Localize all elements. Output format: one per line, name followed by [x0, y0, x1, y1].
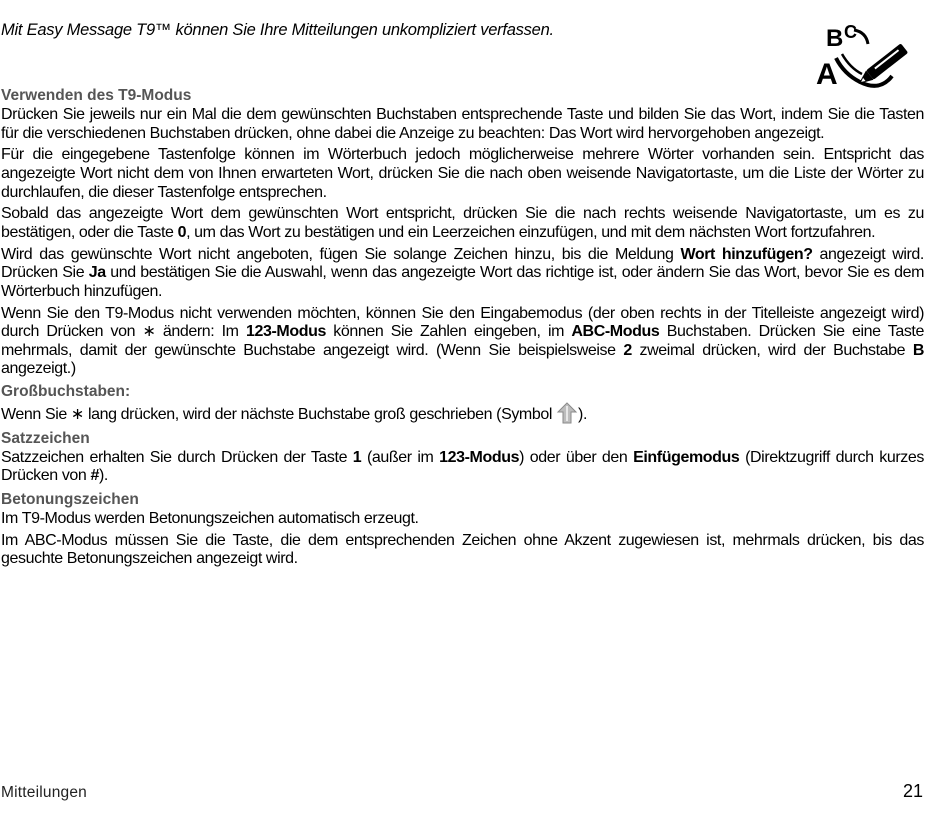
text: angezeigt.): [1, 360, 76, 378]
footer-section-title: Mitteilungen: [1, 784, 87, 801]
shift-arrow-up-icon: [556, 402, 578, 424]
t9-paragraph-4: [1, 246, 924, 302]
text: (außer im: [361, 448, 440, 466]
t9-paragraph-5: [1, 305, 924, 379]
letter-b: B: [912, 341, 924, 359]
text: ).: [98, 467, 108, 485]
text: Wenn Sie ∗ lang drücken, wird der nächste Buchstabe groß geschrieben (Symbol: [1, 406, 553, 424]
text: ).: [578, 406, 587, 424]
msg-add-word: Wort hinzufügen?: [680, 245, 813, 263]
heading-accents: Betonungszeichen: [1, 491, 139, 509]
logo-letter-a: A: [816, 58, 838, 91]
key-hash: #: [90, 467, 99, 485]
text: , um das Wort zu bestätigen und ein Leerzeichen einzufügen, und mit dem nächsten Wort fortzufahren.: [186, 223, 876, 241]
t9-paragraph-1: Drücken Sie jeweils nur ein Mal die dem gewünschten Buchstaben entsprechende Taste und bilden Sie das Wort, indem Sie die Tasten für die verschiedenen Buchstaben drücken, ohne dabei die Anzeige zu beachten: Das Wort wird hervorgehoben angezeigt.: [1, 106, 924, 142]
text: angezeigt wird. Drücken Sie: [1, 245, 924, 282]
text: zweimal drücken, wird der Buchstabe: [631, 341, 913, 359]
text: Satzzeichen erhalten Sie durch Drücken der Taste: [1, 448, 353, 466]
option-yes: Ja: [88, 264, 106, 282]
insert-mode: Einfügemodus: [633, 448, 740, 466]
heading-capitals: Großbuchstaben:: [1, 383, 131, 401]
key-0: 0: [177, 223, 187, 241]
mode-123: 123-Modus: [439, 448, 520, 466]
text: Sobald das angezeigte Wort dem gewünschten Wort entspricht, drücken Sie die nach rechts weisende Navigatortaste, um es zu bestätigen, oder die Taste: [1, 205, 924, 241]
punctuation-paragraph: [1, 449, 924, 486]
text: ) oder über den: [519, 448, 634, 466]
text: Buchstaben. Drücken Sie eine Taste mehrmals, damit der gewünschte Buchstabe angezeigt wird. (Wenn Sie beispielsweise: [1, 323, 924, 359]
heading-punctuation: Satzzeichen: [1, 429, 90, 447]
capitals-paragraph: [1, 402, 924, 425]
t9-paragraph-2: Für die eingegebene Tastenfolge können im Wörterbuch jedoch möglicherweise mehrere Wörter vorhanden sein. Entspricht das angezeigte Wort nicht dem von Ihnen erwarteten Wort, drücken Sie die nach oben weisende Navigatortaste, um die Liste der Wörter zu durchlaufen, die dieser Tastenfolge entsprechen.: [1, 146, 924, 201]
text: und bestätigen Sie die Auswahl, wenn das angezeigte Wort das richtige ist, oder ändern Sie das Wort, bevor Sie es dem Wörterbuch hinzufügen.: [1, 264, 924, 300]
key-2: 2: [623, 341, 632, 359]
intro-text: Mit Easy Message T9™ können Sie Ihre Mitteilungen unkompliziert verfassen.: [1, 21, 554, 39]
mode-abc: ABC-Modus: [571, 323, 660, 341]
key-1: 1: [352, 448, 362, 466]
t9-paragraph-3: [1, 205, 924, 242]
text: (Direktzugriff durch kurzes Drücken von: [1, 448, 925, 485]
logo-letter-b: B: [826, 25, 844, 52]
logo-letter-c: C: [844, 24, 857, 42]
text: können Sie Zahlen eingeben, im: [325, 323, 572, 341]
mode-123: 123-Modus: [245, 323, 326, 341]
accents-paragraph-1: Im T9-Modus werden Betonungszeichen automatisch erzeugt.: [1, 510, 419, 528]
content-body: [1, 86, 924, 572]
heading-t9-mode: Verwenden des T9-Modus: [1, 87, 192, 104]
page-number: 21: [902, 781, 923, 801]
text: Wenn Sie den T9-Modus nicht verwenden möchten, können Sie den Eingabemodus (der oben rechts in der Titelleiste angezeigt wird) durch Drücken von ∗ ändern: Im: [1, 304, 924, 341]
text: Wird das gewünschte Wort nicht angeboten, fügen Sie solange Zeichen hinzu, bis die Meldung: [1, 245, 681, 263]
accents-paragraph-2: Im ABC-Modus müssen Sie die Taste, die dem entsprechenden Zeichen ohne Akzent zugewiesen ist, mehrmals drücken, bis das gesuchte Betonungszeichen angezeigt wird.: [1, 531, 924, 568]
